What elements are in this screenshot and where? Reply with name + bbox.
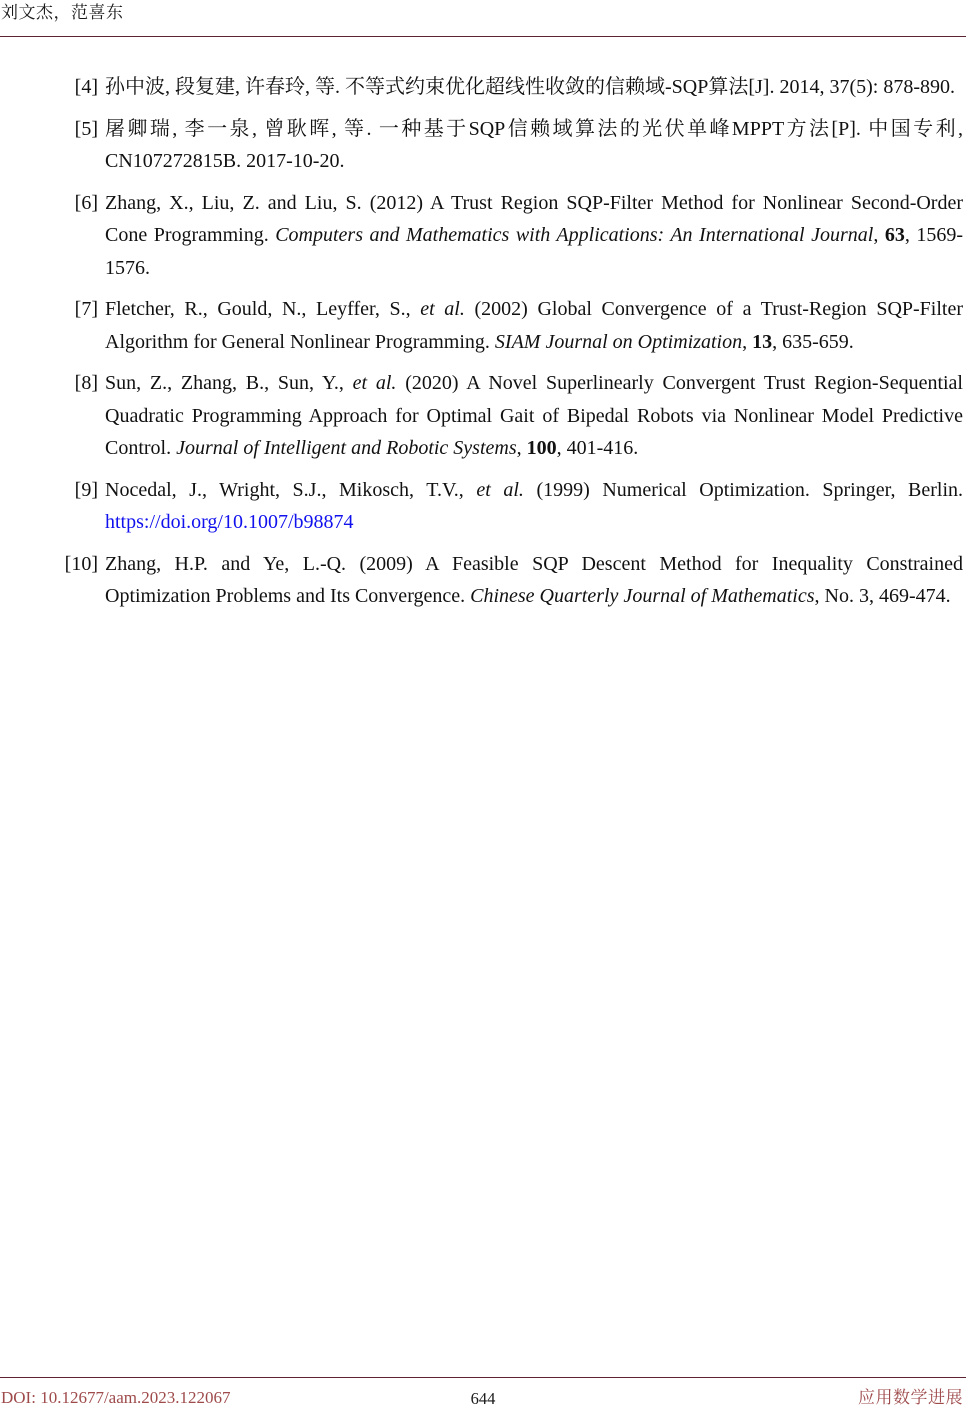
- reference-text: [105, 187, 963, 285]
- reference-segment: , 635-659.: [772, 330, 854, 353]
- reference-segment: Journal of Intelligent and Robotic Systems: [176, 437, 517, 459]
- reference-segment: 63: [884, 224, 905, 246]
- reference-item: [0, 187, 966, 285]
- reference-text: [105, 367, 963, 465]
- reference-text: [105, 548, 963, 613]
- reference-segment: (2002) Global Convergence of a Trust-Region SQP-Filter Algorithm for General Nonlinear Programming.: [105, 298, 963, 353]
- reference-list: [0, 71, 966, 622]
- header-rule: [0, 36, 966, 37]
- reference-segment: ,: [873, 224, 885, 246]
- reference-segment: (2020) A Novel Superlinearly Convergent Trust Region-Sequential Quadratic Programming Approach for Optimal Gait of Bipedal Robots via Nonlinear Model Predictive Control.: [105, 372, 963, 459]
- reference-segment: SIAM Journal on Optimization: [494, 330, 743, 353]
- reference-item: [0, 548, 966, 613]
- reference-item: [0, 474, 966, 539]
- reference-segment: Chinese Quarterly Journal of Mathematics: [470, 585, 815, 607]
- reference-label: [6]: [74, 191, 98, 214]
- reference-segment: Nocedal, J., Wright, S.J., Mikosch, T.V.,: [105, 478, 477, 501]
- reference-segment: 13: [752, 330, 773, 353]
- reference-segment: Fletcher, R., Gould, N., Leyffer, S.,: [105, 298, 421, 320]
- reference-segment: ,: [742, 330, 753, 353]
- reference-text: [105, 293, 963, 358]
- reference-segment: , No. 3, 469-474.: [814, 585, 951, 607]
- footer-rule: [0, 1377, 966, 1378]
- reference-segment: Zhang, H.P. and Ye, L.-Q. (2009) A Feasible SQP Descent Method for Inequality Constrained Optimization Problems and Its Convergence.: [105, 552, 963, 607]
- reference-label: [8]: [74, 372, 98, 394]
- reference-segment: et al.: [476, 478, 524, 501]
- reference-segment: 100: [526, 437, 557, 459]
- reference-segment: 屠卿瑞, 李一泉, 曾耿晖, 等. 一种基于SQP信赖域算法的光伏单峰MPPT方法[P]. 中国专利, CN107272815B. 2017-10-20.: [105, 117, 963, 172]
- reference-label: [9]: [74, 478, 98, 501]
- reference-item: [0, 293, 966, 358]
- reference-label: [4]: [74, 76, 98, 98]
- reference-segment: et al.: [420, 298, 465, 320]
- reference-segment: ,: [516, 437, 527, 459]
- reference-segment: Computers and Mathematics with Applications: An International Journal: [275, 224, 874, 246]
- header-authors: 刘文杰，范喜东: [1, 3, 124, 22]
- reference-item: [0, 113, 966, 178]
- reference-item: [0, 367, 966, 465]
- reference-segment: et al.: [352, 372, 397, 394]
- reference-item: [0, 71, 966, 104]
- reference-label: [5]: [74, 117, 98, 140]
- doi-link[interactable]: https://doi.org/10.1007/b98874: [105, 511, 354, 533]
- reference-segment: , 1569-1576.: [105, 224, 963, 279]
- footer-page-number: 644: [470, 1389, 496, 1408]
- reference-segment: , 401-416.: [556, 437, 639, 459]
- reference-label: [10]: [64, 552, 98, 575]
- reference-segment: Zhang, X., Liu, Z. and Liu, S. (2012) A Trust Region SQP-Filter Method for Nonlinear Second-Order Cone Programming.: [105, 191, 963, 246]
- footer-doi: DOI: 10.12677/aam.2023.122067: [1, 1388, 231, 1407]
- reference-text: [105, 113, 963, 178]
- reference-text: [105, 474, 963, 539]
- reference-text: [105, 71, 963, 104]
- reference-segment: 孙中波, 段复建, 许春玲, 等. 不等式约束优化超线性收敛的信赖域-SQP算法[J]. 2014, 37(5): 878-890.: [105, 76, 955, 98]
- reference-segment: Sun, Z., Zhang, B., Sun, Y.,: [105, 372, 353, 394]
- reference-label: [7]: [74, 298, 98, 320]
- footer-journal-name: 应用数学进展: [858, 1388, 963, 1407]
- reference-segment: (1999) Numerical Optimization. Springer, Berlin.: [523, 478, 963, 501]
